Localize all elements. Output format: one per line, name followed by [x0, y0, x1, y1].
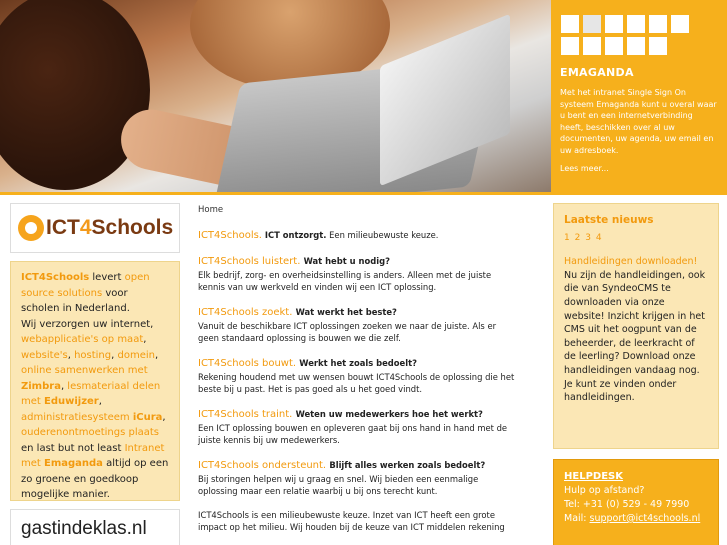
news-page-link[interactable]: 4	[595, 232, 603, 243]
main-content	[198, 204, 518, 534]
section-body: Rekening houdend met uw wensen bouwt ICT4Schools de oplossing die het beste bij u past. Het is pas goed als u het goed vindt.	[198, 371, 515, 394]
slide-thumb[interactable]	[560, 14, 580, 34]
news-item-title[interactable]: Handleidingen downloaden!	[564, 256, 698, 268]
helpdesk-box	[553, 459, 719, 545]
helpdesk-mail-label: Mail:	[564, 513, 590, 524]
section-question: Wat hebt u nodig?	[303, 255, 390, 266]
section-body: Bij storingen helpen wij u graag en snel. Wij bieden een eenmalige oplossing maar een relatie waarbij u bij ons terecht kunt.	[198, 473, 479, 496]
section-question: ICT ontzorgt.	[262, 229, 327, 240]
news-title: Laatste nieuws	[564, 214, 654, 226]
section-heading: ICT4Schools.	[198, 229, 262, 241]
link-icura[interactable]: iCura	[132, 411, 163, 423]
slide-thumb[interactable]	[648, 14, 668, 34]
content-section	[198, 458, 518, 498]
content-section	[198, 356, 518, 396]
slide-thumb[interactable]	[648, 36, 668, 56]
section-heading: ICT4Schools zoekt.	[198, 306, 293, 318]
link-domein[interactable]: domein	[117, 349, 155, 361]
section-question: Blijft alles werken zoals bedoelt?	[329, 459, 486, 470]
left-sidebar	[10, 203, 180, 545]
link-lesmateriaal[interactable]: lesmateriaal delen met	[21, 380, 161, 407]
logo-icon	[18, 215, 44, 241]
gastindeklas-banner[interactable]	[10, 509, 180, 545]
slide-thumb[interactable]	[670, 14, 690, 34]
news-item-text: Nu zijn de handleidingen, ook die van SyndeoCMS te downloaden via onze website! Inzicht krijgen in het CMS uit het oogpunt van de beheerder, de leerkracht of de leerling? Download onze handleidingen vandaag nog. Je kunt ze vinden onder handleidingen.	[564, 269, 706, 404]
link-eduwijzer[interactable]: Eduwijzer	[44, 396, 99, 407]
section-question: Wat werkt het beste?	[295, 306, 397, 317]
link-online-samenwerken[interactable]: online samenwerken met	[21, 365, 148, 376]
slide-thumb-active[interactable]	[582, 14, 602, 34]
link-administratiesysteem[interactable]: administratiesysteem	[21, 411, 133, 423]
link-emaganda[interactable]: Emaganda	[44, 458, 103, 469]
news-box	[553, 203, 719, 449]
intro-box: ICT4Schools levert open source solutions voor scholen in Nederland. Wij verzorgen uw internet, webapplicatie's op maat, website's, hosting, domein, online samenwerken met Zimbra, lesmateriaal delen met Eduwijzer, administratiesysteem iCura, ouderenontmoetings plaats en last but not least Intranet met Emaganda altijd op een zo groene en goedkoop mogelijke manier.	[10, 261, 180, 501]
site-logo[interactable]	[10, 203, 180, 253]
slide-thumb[interactable]	[604, 36, 624, 56]
promo-title: EMAGANDA	[560, 66, 634, 79]
promo-text: Met het intranet Single Sign On systeem Emaganda kunt u overal waar u bent en een internetverbinding heeft, beschikken over al uw documenten, uw agenda, uw email en uw adresboek.	[560, 88, 717, 155]
slide-thumb[interactable]	[604, 14, 624, 34]
section-heading: ICT4Schools ondersteunt.	[198, 459, 327, 471]
news-page-link[interactable]: 3	[585, 232, 592, 243]
news-page-link[interactable]: 2	[574, 232, 582, 243]
content-section	[198, 305, 518, 345]
section-body: Elk bedrijf, zorg- en overheidsinstelling is anders. Alleen met de juiste kennis van uw werkveld en vinden wij een ICT oplossing.	[198, 269, 492, 292]
content-section	[198, 407, 518, 447]
link-webapps[interactable]: webapplicatie's op maat	[21, 334, 144, 345]
section-tagline: Een milieubewuste keuze.	[326, 229, 439, 240]
news-page-link[interactable]: 1	[564, 232, 571, 243]
section-heading: ICT4Schools traint.	[198, 408, 293, 420]
link-intranet[interactable]: Intranet met	[21, 442, 165, 469]
section-heading: ICT4Schools luistert.	[198, 255, 301, 267]
section-question: Werkt het zoals bedoelt?	[299, 357, 417, 368]
news-pagination	[564, 232, 708, 246]
content-footer-text: ICT4Schools is een milieubewuste keuze. Inzet van ICT heeft een grote impact op het milieu. Wij houden bij de keuze van ICT middelen rekening	[198, 509, 505, 532]
header-photo	[0, 0, 551, 192]
slide-thumb[interactable]	[582, 36, 602, 56]
helpdesk-title[interactable]: HELPDESK	[564, 471, 623, 482]
helpdesk-phone: Tel: +31 (0) 529 - 49 7990	[564, 499, 690, 510]
content-section	[198, 254, 518, 294]
link-zimbra[interactable]: Zimbra	[21, 380, 61, 392]
slideshow-thumbnails	[560, 14, 718, 56]
section-question: Weten uw medewerkers hoe het werkt?	[295, 408, 483, 419]
right-sidebar	[553, 203, 719, 545]
read-more-link[interactable]: Lees meer...	[560, 163, 609, 173]
link-ouderenontmoetingsplaats[interactable]: ouderenontmoetings plaats	[21, 427, 160, 438]
gastindeklas-logo: gastindeklas.nl	[21, 518, 147, 539]
brand-name: ICT4Schools	[21, 272, 90, 283]
link-hosting[interactable]: hosting	[74, 349, 112, 361]
section-body: Vanuit de beschikbare ICT oplossingen zoeken we naar de juiste. Als er geen standaard oplossing is bouwen we die zelf.	[198, 320, 497, 343]
helpdesk-question: Hulp op afstand?	[564, 485, 645, 496]
link-websites[interactable]: website's	[21, 349, 68, 361]
section-heading: ICT4Schools bouwt.	[198, 357, 297, 369]
slide-thumb[interactable]	[560, 36, 580, 56]
header-divider	[0, 192, 727, 195]
promo-panel	[551, 0, 727, 192]
logo-text: ICT4Schools	[46, 216, 174, 239]
content-section	[198, 228, 518, 243]
breadcrumb[interactable]: Home	[198, 205, 224, 215]
slide-thumb[interactable]	[626, 14, 646, 34]
section-body: Een ICT oplossing bouwen en opleveren gaat bij ons hand in hand met de juiste kennis bij uw medewerkers.	[198, 422, 508, 445]
helpdesk-mail-link[interactable]: support@ict4schools.nl	[589, 513, 701, 524]
link-open-source[interactable]: open source solutions	[21, 272, 150, 299]
slide-thumb[interactable]	[626, 36, 646, 56]
